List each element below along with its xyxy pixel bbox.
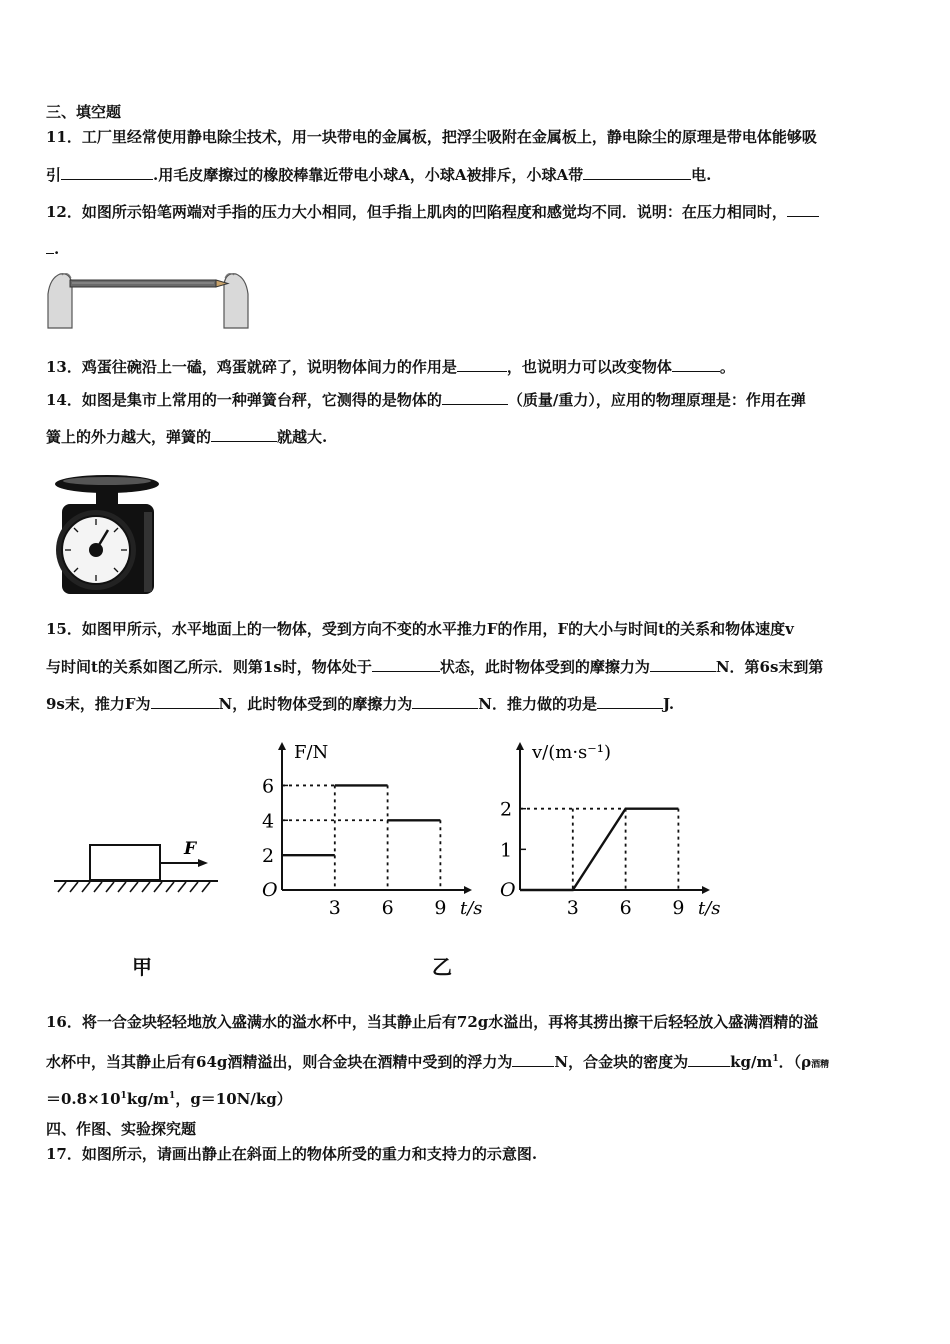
q12-line2: [46, 239, 59, 258]
q14-blank-2[interactable]: [211, 427, 277, 442]
q14-text-b: （质量/重力），应用的物理原理是：作用在弹: [507, 391, 806, 409]
ft-x-tick-9: 9: [434, 897, 447, 919]
ft-x-tick-6: 6: [381, 897, 394, 919]
q14-blank-1[interactable]: [442, 390, 508, 405]
q14-line1: [46, 390, 806, 409]
q16-text-b: N，合金块的密度为: [554, 1053, 689, 1071]
q15-blank-5[interactable]: [597, 694, 663, 709]
q15-text-a: 与时间t的关系如图乙所示．则第1s时，物体处于: [46, 658, 372, 676]
q11-text-a: 引: [46, 166, 62, 184]
q15-text-b: 状态，此时物体受到的摩擦力为: [439, 658, 650, 676]
q15-text-e: N，此时物体受到的摩擦力为: [218, 695, 413, 713]
vt-origin-label: O: [500, 879, 516, 901]
q16-line2: [46, 1050, 829, 1074]
q15-blank-1[interactable]: [372, 657, 440, 672]
q13-text-a: 13．鸡蛋往碗沿上一磕，鸡蛋就碎了，说明物体间力的作用是: [46, 358, 457, 376]
vt-y-arrow: [516, 742, 524, 750]
left-finger: [48, 274, 72, 328]
pencil-fingers-figure: [46, 264, 250, 330]
vt-series-line: [520, 809, 678, 890]
q13-blank-1[interactable]: [457, 357, 507, 372]
q12-blank[interactable]: [787, 202, 819, 217]
q11-blank-1[interactable]: [61, 165, 153, 180]
q15-text-d: 9s末，推力F为: [46, 695, 151, 713]
q11-text-b: .用毛皮摩擦过的橡胶棒靠近带电小球A，小球A被排斥，小球A带: [153, 166, 584, 184]
q16-sup-2: 1: [120, 1091, 127, 1101]
q14-text-d: 就越大.: [277, 428, 328, 446]
vt-y-label: v/(m·s⁻¹): [532, 742, 612, 763]
q16-line1: 16．将一合金块轻轻地放入盛满水的溢水杯中，当其静止后有72g水溢出，再将其捞出擦干后轻轻放入盛满酒精的溢: [46, 1013, 819, 1031]
q11-line2: [46, 165, 711, 184]
q12-period: .: [54, 240, 60, 258]
vt-x-label: t/s: [698, 898, 721, 919]
q15-text-c: N．第6s末到第: [715, 658, 824, 676]
ft-x-label: t/s: [460, 898, 483, 919]
q16-text-e: ＝0.8×10: [46, 1090, 121, 1108]
q16-blank-2[interactable]: [688, 1052, 730, 1067]
q16-line3: [46, 1087, 292, 1108]
q14-line2: [46, 427, 327, 446]
q13-line: [46, 357, 735, 376]
vt-y-tick-1: 1: [500, 839, 513, 862]
q15-line3: [46, 694, 674, 713]
ft-origin-label: O: [262, 879, 278, 901]
q12-blank-cont[interactable]: [46, 239, 54, 254]
ft-x-arrow: [464, 886, 472, 894]
ft-y-tick-4: 4: [262, 810, 275, 833]
q13-text-c: 。: [719, 358, 735, 376]
q16-blank-1[interactable]: [512, 1052, 554, 1067]
q15-blank-2[interactable]: [650, 657, 716, 672]
q16-text-g: ，g＝10N/kg）: [175, 1090, 292, 1108]
block-push-figure: [52, 836, 222, 896]
q16-sub-alcohol: 酒精: [811, 1060, 830, 1070]
q15-text-g: J.: [662, 695, 675, 713]
q16-text-d: ．（ρ: [778, 1053, 812, 1071]
spring-scale-figure: [52, 472, 162, 598]
caption-yi: 乙: [432, 955, 452, 979]
q16-sup-1: 1: [772, 1054, 779, 1064]
q15-blank-3[interactable]: [151, 694, 219, 709]
q16-sup-3: 1: [169, 1091, 176, 1101]
q11-blank-2[interactable]: [583, 165, 691, 180]
q14-text-c: 簧上的外力越大，弹簧的: [46, 428, 212, 446]
q15-blank-4[interactable]: [412, 694, 478, 709]
q16-text-a: 水杯中，当其静止后有64g酒精溢出，则合金块在酒精中受到的浮力为: [46, 1053, 513, 1071]
section-heading-fill-in: 三、填空题: [46, 103, 122, 121]
q12-line1: [46, 202, 819, 221]
q12-text: 12．如图所示铅笔两端对手指的压力大小相同，但手指上肌肉的凹陷程度和感觉均不同．说明：在压力相同时，: [46, 203, 787, 221]
vt-x-tick-6: 6: [619, 897, 632, 919]
q16-text-f: kg/m: [126, 1090, 170, 1108]
vt-x-tick-3: 3: [566, 897, 579, 919]
vt-x-tick-9: 9: [672, 897, 685, 919]
q15-line1: 15．如图甲所示，水平地面上的一物体，受到方向不变的水平推力F的作用，F的大小与时间t的关系和物体速度v: [46, 620, 794, 638]
right-finger: [224, 274, 248, 328]
q14-text-a: 14．如图是集市上常用的一种弹簧台秤，它测得的是物体的: [46, 391, 442, 409]
block: [90, 845, 160, 880]
q17-line1: 17．如图所示，请画出静止在斜面上的物体所受的重力和支持力的示意图.: [46, 1145, 538, 1163]
ground-hatch: [58, 882, 210, 892]
caption-jia: 甲: [132, 955, 152, 979]
q11-line1: 11．工厂里经常使用静电除尘技术，用一块带电的金属板，把浮尘吸附在金属板上，静电除尘的原理是带电体能够吸: [46, 128, 817, 146]
ft-y-arrow: [278, 742, 286, 750]
ft-y-label: F/N: [294, 742, 329, 763]
q13-text-b: ，也说明力可以改变物体: [506, 358, 672, 376]
section-heading-drawing: 四、作图、实验探究题: [46, 1120, 197, 1138]
q15-text-f: N．推力做的功是: [478, 695, 597, 713]
vt-y-tick-2: 2: [500, 798, 513, 821]
ft-x-tick-3: 3: [328, 897, 341, 919]
ft-y-tick-6: 6: [262, 775, 275, 798]
velocity-time-chart: [490, 740, 721, 920]
q16-text-c: kg/m: [730, 1053, 773, 1071]
ft-y-tick-2: 2: [262, 845, 275, 868]
q11-text-c: 电.: [691, 166, 712, 184]
q15-line2: [46, 657, 823, 676]
force-label: F: [184, 839, 197, 859]
force-time-chart: [252, 740, 483, 920]
vt-x-arrow: [702, 886, 710, 894]
q13-blank-2[interactable]: [672, 357, 720, 372]
